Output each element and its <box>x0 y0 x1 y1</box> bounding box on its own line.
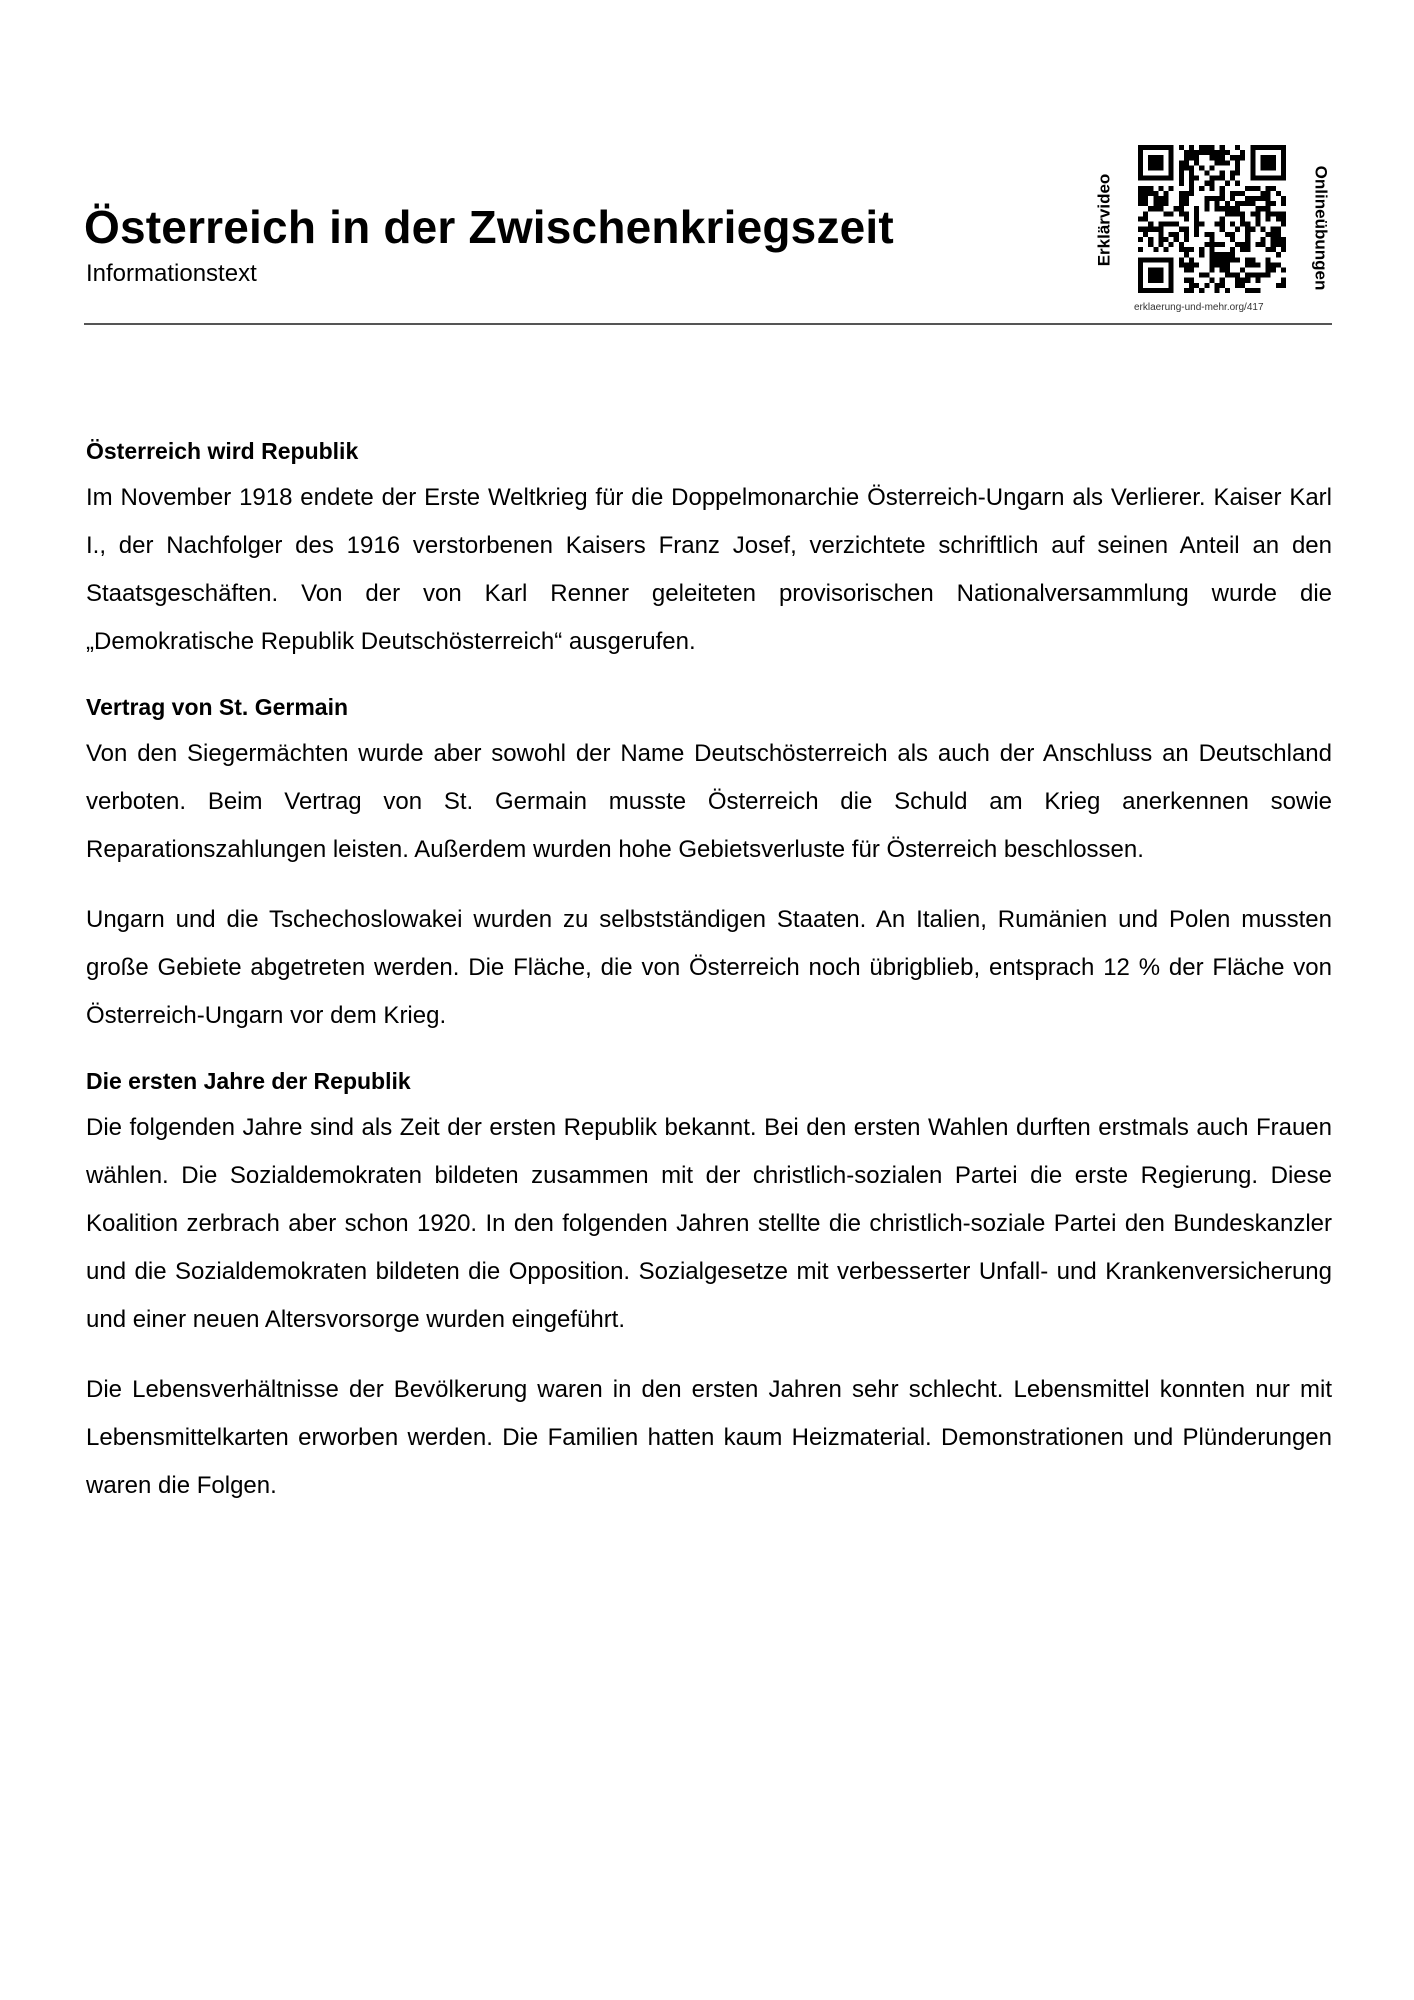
header-divider <box>84 323 1332 325</box>
exercises-label: Onlineübungen <box>1311 165 1331 291</box>
section-st-germain <box>86 688 1332 1040</box>
paragraph: Die Lebensverhältnisse der Bevölkerung waren in den ersten Jahren sehr schlecht. Lebensmittel konnten nur mit Lebensmittelkarten erworben werden. Die Familien hatten kaum Heizmaterial. Demonstrationen und Plünderungen waren die Folgen. <box>86 1376 1332 1499</box>
paragraph: Im November 1918 endete der Erste Weltkrieg für die Doppelmonarchie Österreich-Ungarn als Verlierer. Kaiser Karl I., der Nachfolger des 1916 verstorbenen Kaisers Franz Josef, verzichtete schriftlich auf seinen Anteil an den Staatsgeschäften. Von der von Karl Renner geleiteten provisorischen Nationalversammlung wurde die „Demokratische Republik Deutschösterreich“ ausgerufen. <box>86 484 1332 655</box>
paragraph: Die folgenden Jahre sind als Zeit der ersten Republik bekannt. Bei den ersten Wahlen durften erstmals auch Frauen wählen. Die Sozialdemokraten bildeten zusammen mit der christlich-sozialen Partei die erste Regierung. Diese Koalition zerbrach aber schon 1920. In den folgenden Jahren stellte die christlich-soziale Partei den Bundeskanzler und die Sozialdemokraten bildeten die Opposition. Sozialgesetze mit verbesserter Unfall- und Krankenversicherung und einer neuen Altersvorsorge wurden eingeführt. <box>86 1114 1332 1333</box>
section-heading: Österreich wird Republik <box>86 438 359 464</box>
paragraph: Ungarn und die Tschechoslowakei wurden zu selbstständigen Staaten. An Italien, Rumänien und Polen mussten große Gebiete abgetreten werden. Die Fläche, die von Österreich noch übrigblieb, entsprach 12 % der Fläche von Österreich-Ungarn vor dem Krieg. <box>86 906 1332 1029</box>
qr-url[interactable]: erklaerung-und-mehr.org/417 <box>1134 302 1264 313</box>
section-republic <box>86 432 1332 666</box>
paragraph: Von den Siegermächten wurde aber sowohl der Name Deutschösterreich als auch der Anschluss an Deutschland verboten. Beim Vertrag von St. Germain musste Österreich die Schuld am Krieg anerkennen sowie Reparationszahlungen leisten. Außerdem wurden hohe Gebietsverluste für Österreich beschlossen. <box>86 740 1332 863</box>
video-label: Erklärvideo <box>1094 173 1114 267</box>
qr-code-icon[interactable] <box>1138 145 1286 293</box>
section-heading: Die ersten Jahre der Republik <box>86 1068 411 1094</box>
article-body <box>86 432 1332 1532</box>
page-title: Österreich in der Zwischenkriegszeit <box>84 201 894 253</box>
section-first-years <box>86 1062 1332 1510</box>
page-subtitle: Informationstext <box>86 260 257 287</box>
section-heading: Vertrag von St. Germain <box>86 694 349 720</box>
